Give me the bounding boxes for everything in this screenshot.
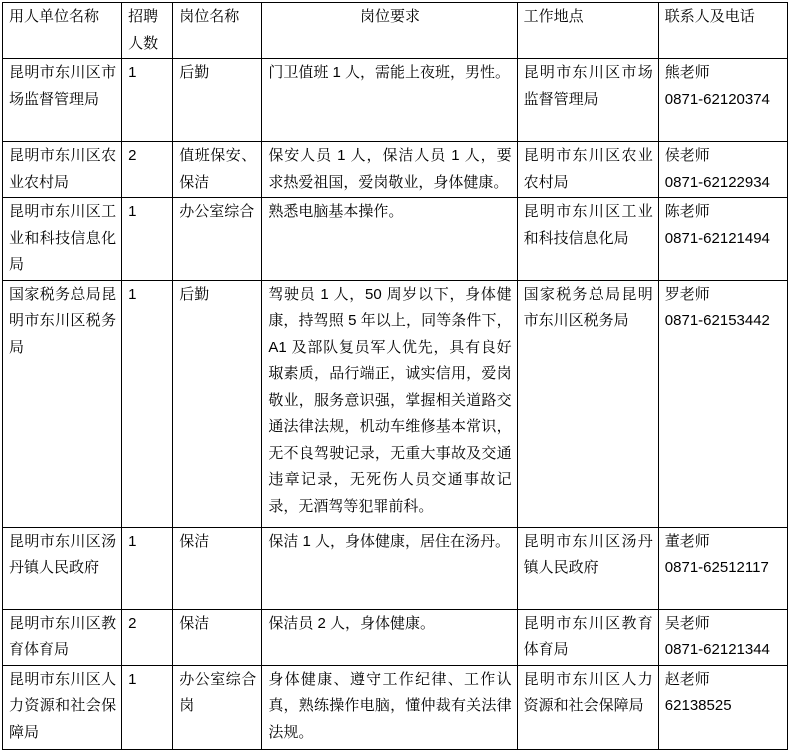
- contact-name: 熊老师: [664, 64, 710, 81]
- cell-location: 昆明市东川区工业和科技信息化局: [517, 198, 658, 281]
- cell-contact: [658, 59, 787, 142]
- cell-position: 办公室综合岗: [173, 665, 262, 749]
- contact-phone: 0871-62512117: [664, 559, 769, 576]
- cell-position: 保洁: [173, 527, 262, 609]
- column-header-requirements: 岗位要求: [262, 3, 517, 59]
- cell-employer: 昆明市东川区市场监督管理局: [3, 59, 122, 142]
- contact-name: 罗老师: [664, 285, 710, 303]
- contact-name: 陈老师: [664, 203, 710, 220]
- cell-count: 2: [122, 609, 173, 665]
- cell-employer: 昆明市东川区人力资源和社会保障局: [3, 665, 122, 749]
- cell-employer: 国家税务总局昆明市东川区税务局: [3, 280, 122, 527]
- contact-phone: 0871-62120374: [664, 90, 770, 108]
- table-row: [3, 198, 788, 281]
- cell-requirements: 保安人员 1 人，保洁人员 1 人，要求热爱祖国，爱岗敬业，身体健康。: [262, 142, 517, 198]
- cell-contact: [658, 198, 787, 281]
- contact-name: 吴老师: [664, 614, 710, 632]
- cell-location: 昆明市东川区农业农村局: [517, 142, 658, 198]
- cell-count: 1: [122, 665, 173, 749]
- contact-name: 赵老师: [664, 670, 710, 688]
- table-row: [3, 280, 788, 527]
- cell-requirements: 驾驶员 1 人，50 周岁以下，身体健康，持驾照 5 年以上，同等条件下，A1 及部队复员军人优先，具有良好琡素质，品行端正，诚实信用，爱岗敬业，服务意识强，掌握相关道路交通法律法规，机动车维修基本常识，无不良驾驶记录，无重大事故及交通违章记录，无死伤人员交通事故记录，无酒驾等犯罪前科。: [262, 280, 517, 527]
- cell-requirements: 保洁 1 人，身体健康，居住在汤丹。: [262, 527, 517, 609]
- cell-contact: [658, 609, 787, 665]
- cell-position: 值班保安、保洁: [173, 142, 262, 198]
- contact-name: 侯老师: [664, 147, 710, 164]
- contact-name: 董老师: [664, 532, 710, 550]
- cell-position: 保洁: [173, 609, 262, 665]
- recruitment-table: [2, 2, 788, 750]
- cell-employer: 昆明市东川区工业和科技信息化局: [3, 198, 122, 281]
- cell-position: 后勤: [173, 280, 262, 527]
- contact-phone: 0871-62122934: [664, 173, 770, 191]
- cell-contact: [658, 280, 787, 527]
- cell-location: 昆明市东川区人力资源和社会保障局: [517, 665, 658, 749]
- contact-phone: 0871-62121494: [664, 229, 770, 247]
- cell-requirements: 熟悉电脑基本操作。: [262, 198, 517, 281]
- header-row: [3, 3, 788, 59]
- cell-contact: [658, 665, 787, 749]
- cell-contact: [658, 527, 787, 609]
- table-row: [3, 665, 788, 749]
- table-row: [3, 59, 788, 142]
- cell-location: 昆明市东川区教育体育局: [517, 609, 658, 665]
- cell-location: 国家税务总局昆明市东川区税务局: [517, 280, 658, 527]
- cell-count: 1: [122, 527, 173, 609]
- cell-requirements: 门卫值班 1 人，需能上夜班，男性。: [262, 59, 517, 142]
- contact-phone: 0871-62153442: [664, 312, 770, 329]
- column-header-count: 招聘人数: [122, 3, 173, 59]
- cell-contact: [658, 142, 787, 198]
- cell-requirements: 保洁员 2 人，身体健康。: [262, 609, 517, 665]
- cell-count: 1: [122, 198, 173, 281]
- cell-employer: 昆明市东川区教育体育局: [3, 609, 122, 665]
- column-header-position: 岗位名称: [173, 3, 262, 59]
- table-row: [3, 527, 788, 609]
- column-header-contact: 联系人及电话: [658, 3, 787, 59]
- cell-location: 昆明市东川区市场监督管理局: [517, 59, 658, 142]
- cell-count: 2: [122, 142, 173, 198]
- cell-employer: 昆明市东川区汤丹镇人民政府: [3, 527, 122, 609]
- cell-count: 1: [122, 280, 173, 527]
- cell-position: 办公室综合: [173, 198, 262, 281]
- contact-phone: 0871-62121344: [664, 641, 770, 658]
- contact-phone: 62138525: [664, 697, 732, 714]
- cell-count: 1: [122, 59, 173, 142]
- table-row: [3, 609, 788, 665]
- table-row: [3, 142, 788, 198]
- table-body: [3, 59, 788, 750]
- cell-requirements: 身体健康、遵守工作纪律、工作认真，熟练操作电脑，懂仲裁有关法律法规。: [262, 665, 517, 749]
- column-header-location: 工作地点: [517, 3, 658, 59]
- cell-employer: 昆明市东川区农业农村局: [3, 142, 122, 198]
- cell-position: 后勤: [173, 59, 262, 142]
- cell-location: 昆明市东川区汤丹镇人民政府: [517, 527, 658, 609]
- column-header-employer: 用人单位名称: [3, 3, 122, 59]
